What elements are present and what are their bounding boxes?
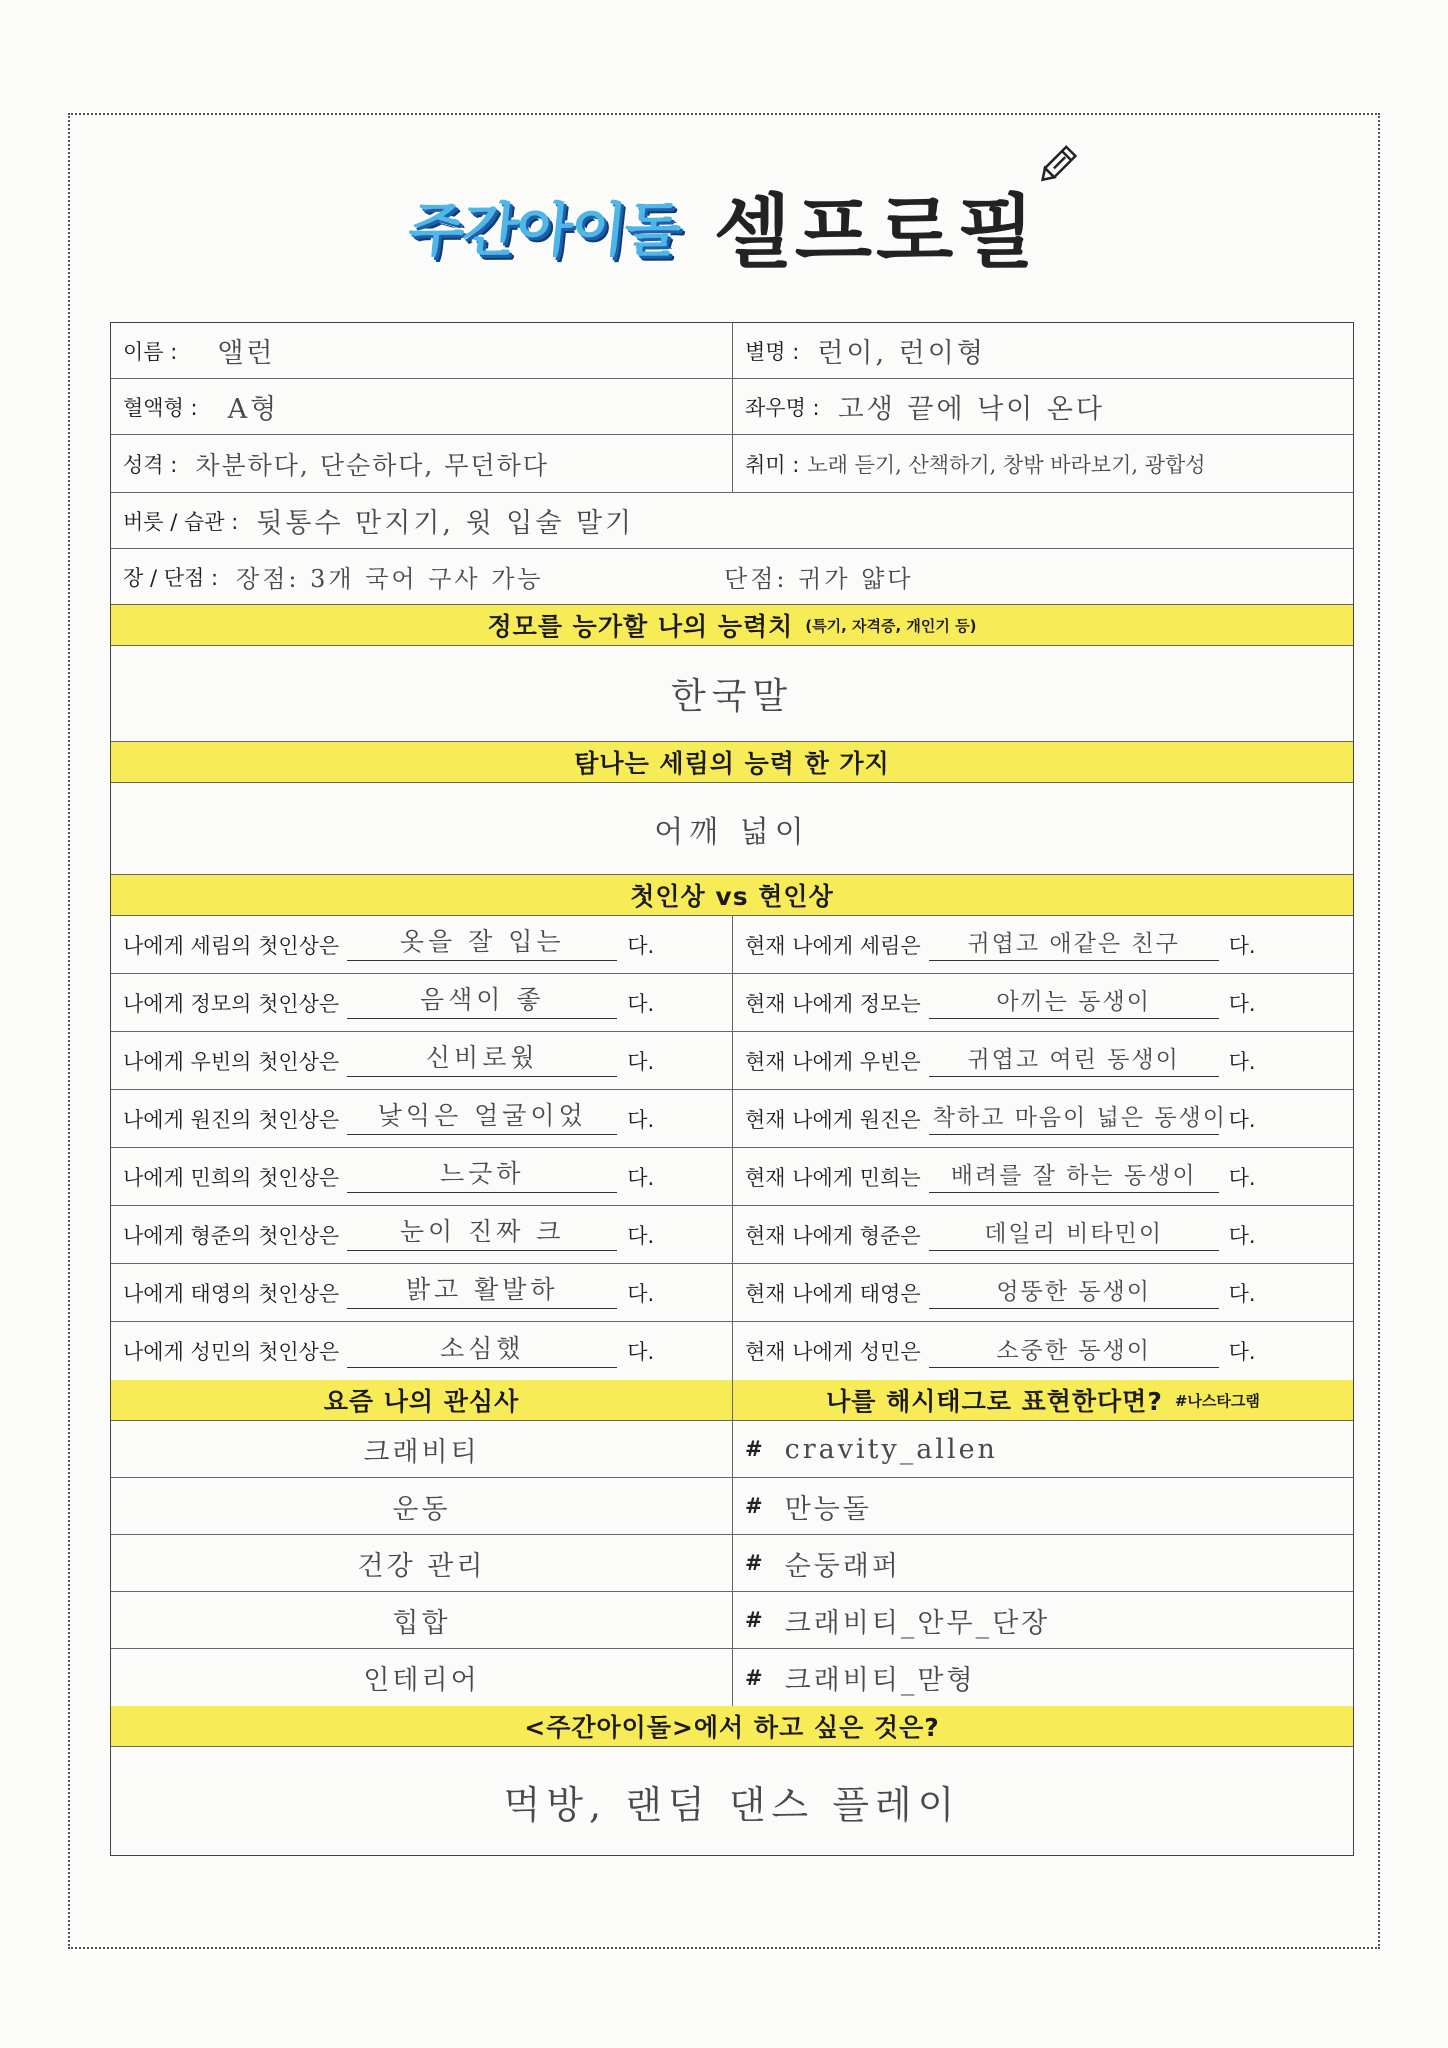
hashtag-cell xyxy=(732,1421,1353,1477)
pros-cons-cell xyxy=(111,549,1353,604)
first-impression-line xyxy=(347,928,617,961)
impression-suffix: 다. xyxy=(627,933,655,958)
name-cell xyxy=(111,323,732,378)
interest-item: 인테리어 xyxy=(363,1665,480,1696)
interest-hashtag-row xyxy=(111,1649,1353,1706)
wish-heading: <주간아이돌>에서 하고 싶은 것은? xyxy=(111,1706,1353,1746)
impression-row xyxy=(111,1264,1353,1322)
hashtag-symbol: # xyxy=(744,1437,763,1461)
personality-cell xyxy=(111,435,732,492)
impression-suffix: 다. xyxy=(627,1281,655,1306)
pencil-icon xyxy=(1033,132,1091,190)
impression-suffix: 다. xyxy=(627,991,655,1016)
hashtag-cell xyxy=(732,1535,1353,1591)
current-impression-line xyxy=(929,1160,1219,1193)
hashtags-heading-text: 나를 해시태그로 표현한다면? xyxy=(826,1387,1163,1416)
interest-item: 힙합 xyxy=(392,1607,451,1639)
first-impression-label: 나에게 원진의 첫인상은 xyxy=(123,1107,340,1132)
name-value: 앨런 xyxy=(217,338,276,369)
current-impression-value: 아끼는 동생이 xyxy=(996,989,1151,1015)
personality-value: 차분하다, 단순하다, 무던하다 xyxy=(195,450,549,480)
hashtag-cell xyxy=(732,1649,1353,1706)
current-impression-line xyxy=(929,986,1219,1019)
first-impression-cell xyxy=(111,1090,732,1147)
interest-item: 크래비티 xyxy=(363,1436,480,1468)
first-impression-value: 음색이 좋 xyxy=(419,985,545,1014)
wish-answer-row xyxy=(111,1747,1353,1855)
habit-value: 뒷통수 만지기, 윗 입술 말기 xyxy=(256,508,635,539)
first-impression-value: 낯익은 얼굴이었 xyxy=(377,1101,587,1130)
current-impression-value: 소중한 동생이 xyxy=(996,1337,1151,1364)
header xyxy=(0,170,1448,280)
impression-suffix: 다. xyxy=(627,1340,655,1364)
current-impression-cell xyxy=(732,1206,1353,1263)
first-impression-label: 나에게 정모의 첫인상은 xyxy=(123,991,340,1016)
first-impression-value: 눈이 진짜 크 xyxy=(399,1217,565,1246)
impressions-heading-row xyxy=(111,875,1353,916)
nickname-label: 별명 : xyxy=(745,339,800,364)
impression-row xyxy=(111,974,1353,1032)
page-title-text: 셀프로필 xyxy=(713,184,1039,279)
first-impression-label: 나에게 성민의 첫인상은 xyxy=(123,1340,340,1364)
impression-suffix: 다. xyxy=(1228,1281,1256,1306)
covet-heading-row xyxy=(111,742,1353,783)
hashtag-item: 크래비티_안무_단장 xyxy=(784,1607,1051,1639)
impression-row xyxy=(111,1148,1353,1206)
impressions-list xyxy=(111,916,1353,1380)
profile-row-personality xyxy=(111,435,1353,493)
current-impression-line xyxy=(929,1044,1219,1077)
first-impression-line xyxy=(347,1276,617,1309)
hashtag-cell xyxy=(732,1592,1353,1648)
current-impression-line xyxy=(929,1102,1227,1135)
hashtags-heading-note: #나스타그램 xyxy=(1174,1391,1260,1410)
current-impression-value: 귀엽고 애같은 친구 xyxy=(967,931,1180,957)
impressions-heading: 첫인상 vs 현인상 xyxy=(111,875,1353,915)
current-impression-cell xyxy=(732,1090,1353,1147)
pros-cons-label: 장 / 단점 : xyxy=(123,565,219,590)
interests-hashtags-list xyxy=(111,1421,1353,1706)
blood-label: 혈액형 : xyxy=(123,395,198,420)
profile-row-habit xyxy=(111,493,1353,549)
page-title xyxy=(714,168,1039,283)
current-impression-cell xyxy=(732,1148,1353,1205)
hashtag-symbol: # xyxy=(744,1494,763,1518)
impression-suffix: 다. xyxy=(1228,933,1256,958)
blood-value: A형 xyxy=(227,394,280,425)
first-impression-label: 나에게 민희의 첫인상은 xyxy=(123,1165,340,1190)
hobby-label: 취미 : xyxy=(745,452,800,477)
first-impression-cell xyxy=(111,1148,732,1205)
first-impression-label: 나에게 형준의 첫인상은 xyxy=(123,1223,340,1248)
ability-heading-note: (특기, 자격증, 개인기 등) xyxy=(805,616,977,635)
name-label: 이름 : xyxy=(123,339,178,364)
hobby-value: 노래 듣기, 산책하기, 창밖 바라보기, 광합성 xyxy=(807,452,1206,477)
impression-row xyxy=(111,916,1353,974)
current-impression-value: 엉뚱한 동생이 xyxy=(996,1279,1151,1305)
ability-answer-row xyxy=(111,646,1353,742)
weekly-idol-logo: 주간아이돌 xyxy=(405,196,683,264)
first-impression-cell xyxy=(111,1032,732,1089)
blood-cell xyxy=(111,379,732,434)
first-impression-value: 밝고 활발하 xyxy=(405,1275,559,1304)
impression-suffix: 다. xyxy=(1228,1223,1256,1248)
profile-sheet xyxy=(110,322,1354,1856)
impression-suffix: 다. xyxy=(1228,1165,1256,1190)
first-impression-value: 신비로웠 xyxy=(425,1043,539,1072)
current-impression-label: 현재 나에게 원진은 xyxy=(745,1107,921,1132)
habit-cell xyxy=(111,493,1353,548)
motto-value: 고생 끝에 낙이 온다 xyxy=(837,394,1106,425)
current-impression-cell xyxy=(732,1322,1353,1380)
hashtags-heading xyxy=(732,1380,1353,1420)
current-impression-cell xyxy=(732,1032,1353,1089)
current-impression-value: 배려를 잘 하는 동생이 xyxy=(950,1163,1197,1189)
hashtag-item: 크래비티_맏형 xyxy=(784,1665,976,1696)
first-impression-label: 나에게 우빈의 첫인상은 xyxy=(123,1049,340,1074)
current-impression-label: 현재 나에게 우빈은 xyxy=(745,1049,921,1074)
ability-heading xyxy=(111,605,1353,645)
current-impression-label: 현재 나에게 정모는 xyxy=(745,991,921,1016)
first-impression-line xyxy=(347,986,617,1019)
first-impression-value: 느긋하 xyxy=(439,1159,525,1188)
motto-label: 좌우명 : xyxy=(745,395,820,420)
interest-item: 건강 관리 xyxy=(357,1550,486,1582)
interest-cell xyxy=(111,1478,732,1534)
first-impression-line xyxy=(347,1335,617,1368)
current-impression-line xyxy=(929,1335,1219,1368)
hashtag-item: cravity_allen xyxy=(784,1433,998,1465)
first-impression-label: 나에게 태영의 첫인상은 xyxy=(123,1281,340,1306)
cons-value: 단점: 귀가 얇다 xyxy=(724,565,914,593)
wish-heading-row xyxy=(111,1706,1353,1747)
impression-row xyxy=(111,1090,1353,1148)
impression-suffix: 다. xyxy=(627,1223,655,1248)
first-impression-label: 나에게 세림의 첫인상은 xyxy=(123,933,340,958)
hashtag-cell xyxy=(732,1478,1353,1534)
interest-cell xyxy=(111,1592,732,1648)
impression-suffix: 다. xyxy=(1228,1049,1256,1074)
habit-label: 버릇 / 습관 : xyxy=(123,509,239,534)
hashtag-item: 만능돌 xyxy=(784,1493,872,1525)
first-impression-value: 소심했 xyxy=(439,1333,525,1363)
current-impression-value: 귀엽고 여린 동생이 xyxy=(967,1047,1180,1073)
impression-row xyxy=(111,1206,1353,1264)
interest-cell xyxy=(111,1649,732,1706)
personality-label: 성격 : xyxy=(123,452,178,477)
current-impression-label: 현재 나에게 성민은 xyxy=(745,1340,921,1364)
interests-hashtags-heading-row xyxy=(111,1380,1353,1421)
interest-item: 운동 xyxy=(392,1493,451,1525)
impression-row xyxy=(111,1032,1353,1090)
nickname-cell xyxy=(732,323,1353,378)
first-impression-cell xyxy=(111,1206,732,1263)
impression-suffix: 다. xyxy=(627,1049,655,1074)
interest-hashtag-row xyxy=(111,1535,1353,1592)
first-impression-cell xyxy=(111,1264,732,1321)
covet-answer-cell xyxy=(111,783,1353,874)
current-impression-line xyxy=(929,1276,1219,1309)
hashtag-item: 순둥래퍼 xyxy=(784,1550,901,1582)
interests-heading: 요즘 나의 관심사 xyxy=(111,1380,732,1420)
first-impression-line xyxy=(347,1044,617,1077)
hashtag-symbol: # xyxy=(744,1608,763,1632)
first-impression-cell xyxy=(111,1322,732,1380)
profile-row-name xyxy=(111,323,1353,379)
profile-row-pros-cons xyxy=(111,549,1353,605)
interest-cell xyxy=(111,1421,732,1477)
current-impression-cell xyxy=(732,916,1353,973)
first-impression-line xyxy=(347,1160,617,1193)
current-impression-label: 현재 나에게 태영은 xyxy=(745,1281,921,1306)
ability-heading-text: 정모를 능가할 나의 능력치 xyxy=(487,612,794,641)
hashtag-symbol: # xyxy=(744,1551,763,1575)
covet-value: 어깨 넓이 xyxy=(654,814,810,850)
impression-suffix: 다. xyxy=(1228,1107,1256,1132)
first-impression-value: 옷을 잘 입는 xyxy=(399,927,565,956)
current-impression-cell xyxy=(732,974,1353,1031)
interest-hashtag-row xyxy=(111,1421,1353,1478)
ability-heading-row xyxy=(111,605,1353,646)
interest-cell xyxy=(111,1535,732,1591)
first-impression-cell xyxy=(111,974,732,1031)
ability-answer-cell xyxy=(111,646,1353,741)
covet-heading: 탐나는 세림의 능력 한 가지 xyxy=(111,742,1353,782)
wish-answer-cell xyxy=(111,1747,1353,1855)
impression-suffix: 다. xyxy=(1228,1340,1256,1364)
first-impression-line xyxy=(347,1218,617,1251)
impression-suffix: 다. xyxy=(1228,991,1256,1016)
ability-value: 한국말 xyxy=(670,676,794,717)
covet-answer-row xyxy=(111,783,1353,875)
current-impression-value: 착하고 마음이 넓은 동생이 xyxy=(932,1105,1227,1131)
impression-suffix: 다. xyxy=(627,1107,655,1132)
interest-hashtag-row xyxy=(111,1478,1353,1535)
impression-row xyxy=(111,1322,1353,1380)
impression-suffix: 다. xyxy=(627,1165,655,1190)
hashtag-symbol: # xyxy=(744,1665,763,1690)
motto-cell xyxy=(732,379,1353,434)
profile-row-blood xyxy=(111,379,1353,435)
pros-value: 장점: 3개 국어 구사 가능 xyxy=(236,565,544,593)
current-impression-label: 현재 나에게 세림은 xyxy=(745,933,921,958)
current-impression-line xyxy=(929,928,1219,961)
first-impression-line xyxy=(347,1102,617,1135)
current-impression-line xyxy=(929,1218,1219,1251)
interest-hashtag-row xyxy=(111,1592,1353,1649)
current-impression-value: 데일리 비타민이 xyxy=(984,1221,1164,1247)
current-impression-label: 현재 나에게 형준은 xyxy=(745,1223,921,1248)
nickname-value: 런이, 런이형 xyxy=(817,338,986,369)
hobby-cell xyxy=(732,435,1353,492)
first-impression-cell xyxy=(111,916,732,973)
wish-value: 먹방, 랜덤 댄스 플레이 xyxy=(503,1782,961,1827)
current-impression-label: 현재 나에게 민희는 xyxy=(745,1165,921,1190)
current-impression-cell xyxy=(732,1264,1353,1321)
